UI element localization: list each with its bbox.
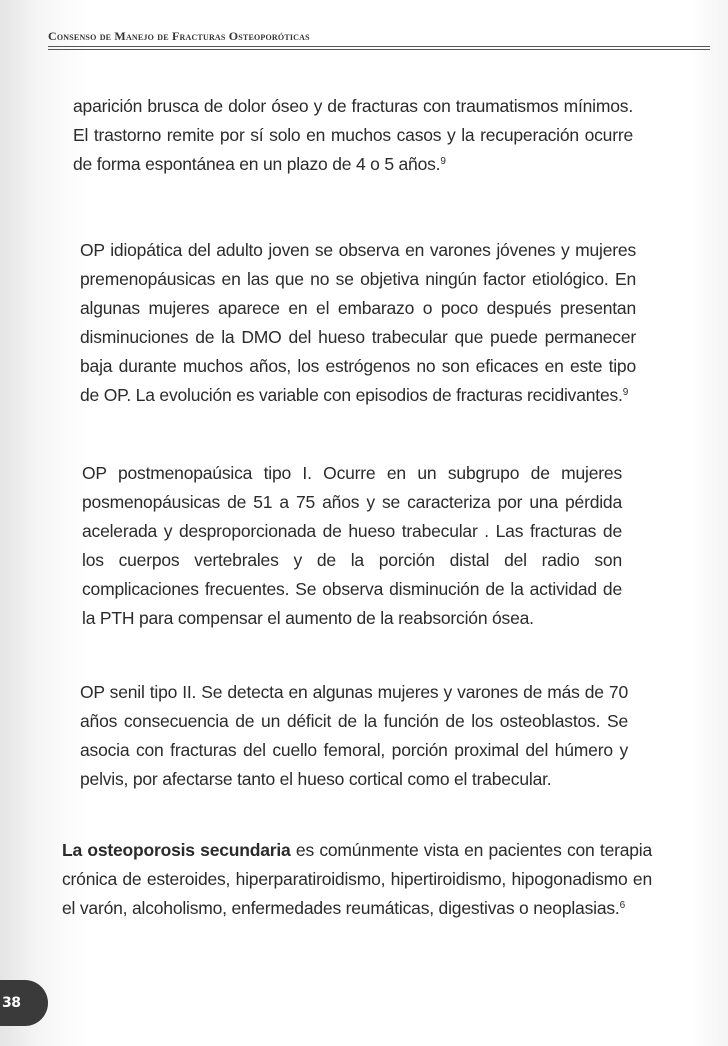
header-rule [48, 46, 710, 50]
paragraph-text: aparición brusca de dolor óseo y de fracturas con traumatismos mínimos. El trastorno remite por sí solo en muchos casos y la recuperación ocurre de forma espontánea en un plazo de 4 o 5 años. [73, 96, 633, 174]
header-title: Consenso de Manejo de Fracturas Osteoporóticas [48, 29, 310, 43]
paragraph-osteoporosis-secundaria [62, 836, 652, 923]
paragraph-text: es comúnmente vista en pacientes con terapia crónica de esteroides, hiperparatiroidismo, hipertiroidismo, hipogonadismo en el varón, alcoholismo, enfermedades reumáticas, digestivas o neoplasias. [62, 840, 653, 918]
reference-marker: 9 [440, 156, 446, 167]
paragraph-op-senil [80, 678, 628, 794]
reference-marker: 9 [622, 387, 629, 398]
paragraph-continuation [73, 92, 633, 179]
paragraph-lead-bold: La osteoporosis secundaria [62, 840, 291, 860]
paragraph-op-postmenopausica [82, 459, 622, 633]
paragraph-text: OP idiopática del adulto joven se observa en varones jóvenes y mujeres premenopáusicas en las que no se objetiva ningún factor etiológico. En algunas mujeres aparece en el embarazo o poco después presentan disminuciones de la DMO del hueso trabecular que puede permanecer baja durante muchos años, los estrógenos no son eficaces en este tipo de OP. La evolución es variable con episodios de fracturas recidivantes. [80, 240, 636, 405]
reference-marker: 6 [619, 900, 625, 911]
paragraph-text: OP postmenopaúsica tipo I. Ocurre en un subgrupo de mujeres posmenopáusicas de 51 a 75 años y se caracteriza por una pérdida acelerada y desproporcionada de hueso trabecular . Las fracturas de los cuerpos vertebrales y de la porción distal del radio son complicaciones frecuentes. Se observa disminución de la actividad de la PTH para compensar el aumento de la reabsorción ósea. [82, 463, 622, 628]
running-header [48, 27, 708, 45]
page-number: 38 [2, 995, 21, 1011]
paragraph-text: OP senil tipo II. Se detecta en algunas mujeres y varones de más de 70 años consecuencia de un déficit de la función de los osteoblastos. Se asocia con fracturas del cuello femoral, porción proximal del húmero y pelvis, por afectarse tanto el hueso cortical como el trabecular. [80, 682, 628, 789]
paragraph-op-idiopatica [80, 236, 636, 410]
